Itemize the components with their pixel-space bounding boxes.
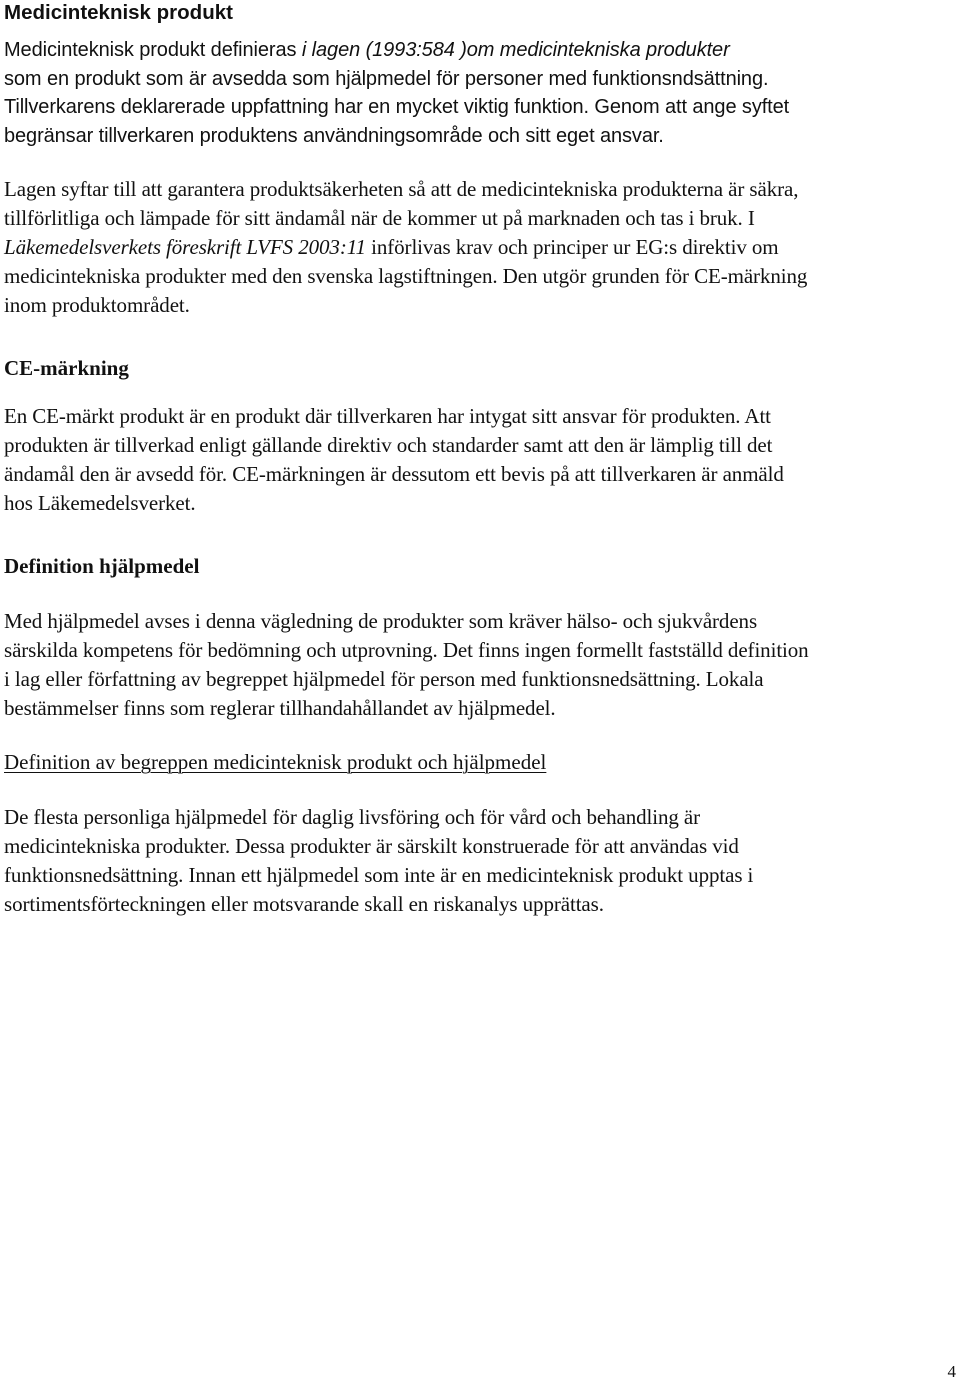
text-line: produkten är tillverkad enligt gällande direktiv och standarder samt att den är lämplig till det xyxy=(4,433,773,457)
text-line: ändamål den är avsedd för. CE-märkningen är dessutom ett bevis på att tillverkaren är anmäld xyxy=(4,462,784,486)
regulation-reference-italic: Läkemedelsverkets föreskrift LVFS 2003:11 xyxy=(4,235,366,259)
page-number: 4 xyxy=(947,1362,956,1381)
section-heading-ce-markning: CE-märkning xyxy=(4,356,129,380)
text-line: medicintekniska produkter med den svenska lagstiftningen. Den utgör grunden för CE-märkning xyxy=(4,264,808,288)
law-reference-italic: i lagen (1993:584 )om medicintekniska produkter xyxy=(301,39,730,61)
text-line xyxy=(4,233,807,262)
text-line: Lagen syftar till att garantera produktsäkerheten så att de medicintekniska produkterna är säkra, xyxy=(4,177,799,201)
text-line: begränsar tillverkaren produktens användningsområde och sitt eget ansvar. xyxy=(4,124,664,147)
section-heading-medicinteknisk-produkt: Medicinteknisk produkt xyxy=(4,1,233,24)
text-line: hos Läkemedelsverket. xyxy=(4,491,196,515)
section-heading-definition-hjalpmedel: Definition hjälpmedel xyxy=(4,554,200,578)
text-line: De flesta personliga hjälpmedel för daglig livsföring och för vård och behandling är xyxy=(4,805,701,829)
text-line: funktionsnedsättning. Innan ett hjälpmedel som inte är en medicinteknisk produkt upptas i xyxy=(4,863,754,887)
text-line: Tillverkarens deklarerade uppfattning har en mycket viktig funktion. Genom att ange syftet xyxy=(4,96,790,118)
text-line: medicintekniska produkter. Dessa produkter är särskilt konstruerade för att användas vid xyxy=(4,834,739,858)
text-span: Medicinteknisk produkt definieras xyxy=(4,39,302,61)
text-span: införlivas krav och principer ur EG:s direktiv om xyxy=(365,235,779,259)
text-line: Med hjälpmedel avses i denna vägledning de produkter som kräver hälso- och sjukvårdens xyxy=(4,609,758,633)
paragraph-definition-hjalpmedel xyxy=(4,607,809,723)
paragraph-lagen-syftar xyxy=(4,175,807,320)
text-line xyxy=(4,36,789,65)
paragraph-ce-markning xyxy=(4,402,784,518)
text-line: bestämmelser finns som reglerar tillhandahållandet av hjälpmedel. xyxy=(4,696,556,720)
text-line: i lag eller författning av begreppet hjälpmedel för person med funktionsnedsättning. Lokala xyxy=(4,667,764,691)
text-line: tillförlitliga och lämpade för sitt ändamål när de kommer ut på marknaden och tas i bruk. I xyxy=(4,206,755,230)
text-line: som en produkt som är avsedda som hjälpmedel för personer med funktionsndsättning. xyxy=(4,67,769,90)
paragraph-definition-begrepp xyxy=(4,803,753,919)
text-line: särskilda kompetens för bedömning och utprovning. Det finns ingen formellt fastställd definition xyxy=(4,638,809,662)
text-line: En CE-märkt produkt är en produkt där tillverkaren har intygat sitt ansvar för produkten. Att xyxy=(4,404,771,428)
paragraph-medicinteknisk-definition xyxy=(4,36,789,150)
text-line: sortimentsförteckningen eller motsvarande skall en riskanalys upprättas. xyxy=(4,892,604,916)
text-line: inom produktområdet. xyxy=(4,293,190,317)
section-heading-definition-begrepp: Definition av begreppen medicinteknisk produkt och hjälpmedel xyxy=(4,750,547,774)
